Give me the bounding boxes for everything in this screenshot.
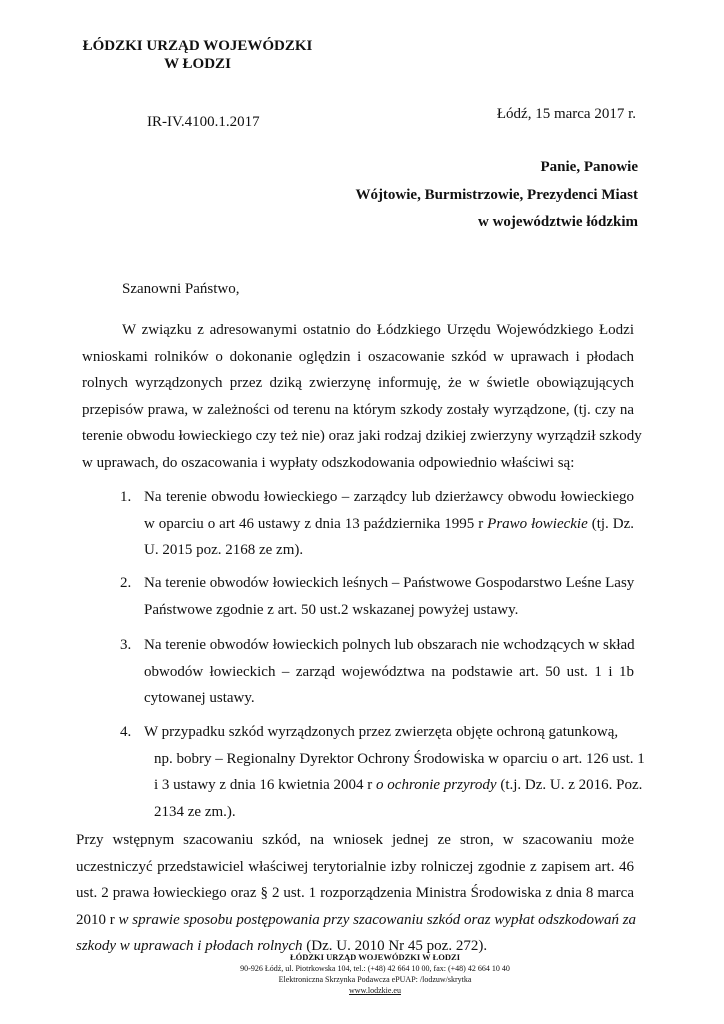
letter-date: Łódź, 15 marca 2017 r.	[496, 106, 636, 122]
list-item	[120, 484, 634, 564]
intro-line: wnioskami rolników o dokonanie oględzin i oszacowanie szkód w uprawach i płodach	[82, 348, 634, 365]
closing-paragraph	[76, 827, 637, 960]
list-item-line: Państwowe zgodnie z art. 50 ust.2 wskazanej powyżej ustawy.	[144, 601, 519, 618]
recipient-line-1: Panie, Panowie	[540, 159, 638, 175]
list-item	[120, 719, 645, 825]
reference-number: IR-IV.4100.1.2017	[147, 114, 260, 130]
closing-line: szkody w uprawach i płodach rolnych (Dz. U. 2010 Nr 45 poz. 272).	[76, 938, 488, 955]
list-item-line: i 3 ustawy z dnia 16 kwietnia 2004 r o ochronie przyrody (t.j. Dz. U. z 2016. Poz.	[154, 777, 643, 794]
list-item-line: Na terenie obwodu łowieckiego – zarządcy lub dzierżawcy obwodu łowieckiego	[144, 489, 634, 505]
issuer-line-2: W ŁODZI	[164, 56, 231, 72]
list-item-line: obwodów łowieckich – zarząd województwa na podstawie art. 50 ust. 1 i 1b	[144, 663, 634, 680]
list-item-number: 4.	[120, 724, 132, 740]
list-item-line: Na terenie obwodów łowieckich polnych lub obszarach nie wchodzących w skład	[144, 637, 635, 653]
salutation: Szanowni Państwo,	[122, 281, 240, 297]
list-item-number: 3.	[120, 637, 132, 653]
list-item-line: W przypadku szkód wyrządzonych przez zwierzęta objęte ochroną gatunkową,	[144, 724, 619, 740]
footer-address: 90-926 Łódź, ul. Piotrkowska 104, tel.: (+48) 42 664 10 00, fax: (+48) 42 664 10 40	[240, 964, 510, 973]
intro-line: terenie obwodu łowieckiego czy też nie) oraz jaki rodzaj dzikiej zwierzyny wyrządził szkody	[82, 428, 642, 445]
footer-epuap: Elektroniczna Skrzynka Podawcza ePUAP: /lodzuw/skrytka	[278, 975, 472, 984]
act-title: Prawo łowieckie	[487, 515, 588, 532]
footer-website-link[interactable]: www.lodzkie.eu	[349, 986, 401, 995]
letter-footer	[0, 952, 724, 996]
list-item	[120, 570, 634, 623]
intro-paragraph	[82, 317, 642, 477]
intro-line: rolnych wyrządzonych przez dziką zwierzynę informuję, że w świetle obowiązujących	[82, 375, 634, 392]
list-item-line: w oparciu o art 46 ustawy z dnia 13 października 1995 r Prawo łowieckie (tj. Dz.	[144, 515, 634, 532]
recipient-line-3: w województwie łódzkim	[478, 214, 638, 230]
list-item-line: cytowanej ustawy.	[144, 690, 255, 707]
list-item-number: 2.	[120, 575, 132, 591]
closing-line: 2010 r w sprawie sposobu postępowania przy szacowaniu szkód oraz wypłat odszkodowań za	[76, 911, 637, 928]
act-title: o ochronie przyrody	[376, 777, 497, 794]
list-item-number: 1.	[120, 489, 132, 505]
closing-line: ust. 2 prawa łowieckiego oraz § 2 ust. 1 rozporządzenia Ministra Środowiska z dnia 8 marca	[76, 885, 634, 902]
closing-line: Przy wstępnym szacowaniu szkód, na wniosek jednej ze stron, w szacowaniu może	[76, 832, 634, 848]
regulation-title: w sprawie sposobu postępowania przy szacowaniu szkód oraz wypłat odszkodowań za	[118, 911, 637, 928]
intro-line: w uprawach, do oszacowania i wypłaty odszkodowania odpowiednio właściwi są:	[82, 454, 575, 471]
issuer-header	[0, 37, 380, 73]
list-item-line: Na terenie obwodów łowieckich leśnych – Państwowe Gospodarstwo Leśne Lasy	[144, 575, 635, 591]
recipient-line-2: Wójtowie, Burmistrzowie, Prezydenci Miast	[355, 187, 638, 203]
list-item-line: np. bobry – Regionalny Dyrektor Ochrony Środowiska w oparciu o art. 126 ust. 1	[154, 750, 645, 767]
footer-title: ŁÓDZKI URZĄD WOJEWÓDZKI W ŁODZI	[289, 952, 461, 962]
regulation-title: szkody w uprawach i płodach rolnych	[76, 938, 303, 955]
closing-line: uczestniczyć przedstawiciel właściwej terytorialnie izby rolniczej zgodnie z zapisem art. 46	[76, 858, 634, 875]
intro-line: W związku z adresowanymi ostatnio do Łódzkiego Urzędu Wojewódzkiego Łodzi	[122, 322, 634, 338]
list-item-line: 2134 ze zm.).	[154, 803, 236, 820]
list-item-line: U. 2015 poz. 2168 ze zm).	[144, 542, 304, 559]
intro-line: przepisów prawa, w zależności od terenu na którym szkody zostały wyrządzone, (tj. czy na	[82, 401, 634, 418]
list-item	[120, 632, 634, 712]
issuer-line-1: ŁÓDZKI URZĄD WOJEWÓDZKI	[82, 38, 313, 54]
